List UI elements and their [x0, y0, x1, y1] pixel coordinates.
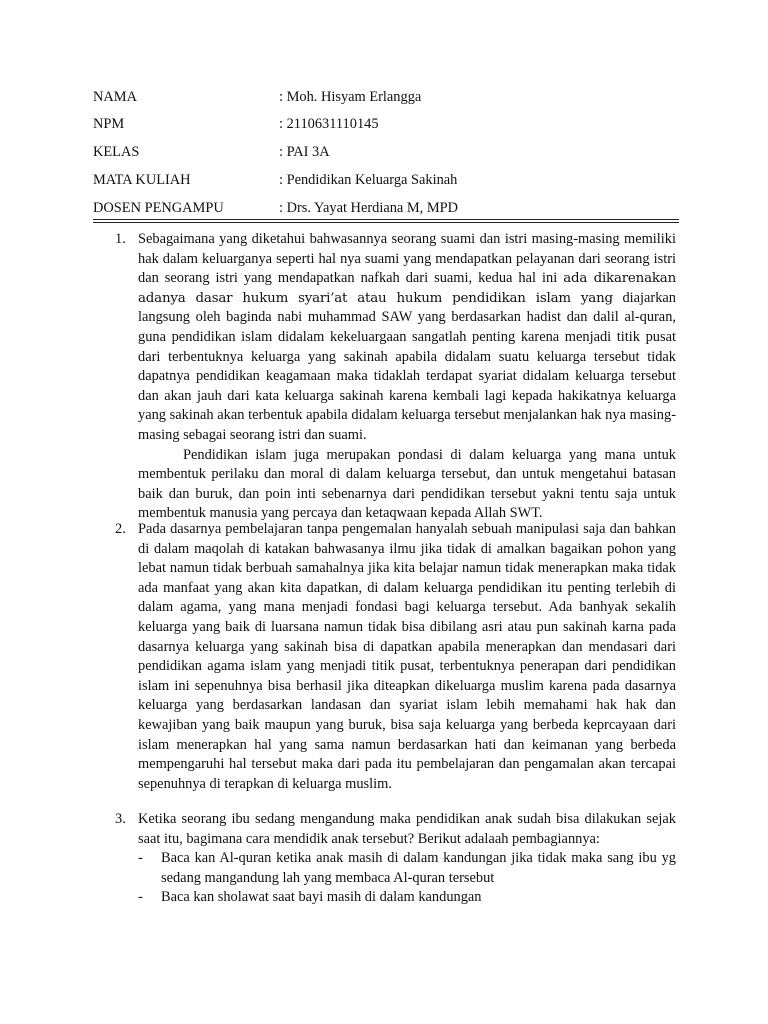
- bullet-dash: -: [138, 850, 143, 867]
- answer-paragraph: Pendidikan islam juga merupakan pondasi di dalam keluarga yang mana untuk membentuk perilaku dan moral di dalam keluarga tersebut, dan untuk mengetahui batasan baik dan buruk, dan poin inti sebenarnya dari pendidikan tersebut yakni tentu saja untuk membentuk manusia yang percaya dan ketaqwaan kepada Allah SWT.: [138, 446, 676, 522]
- list-item-text: Baca kan Al-quran ketika anak masih di dalam kandungan jika tidak maka sang ibu yg sedang mangandung lah yang membaca Al-quran tersebut: [161, 850, 676, 886]
- answer-paragraph: Ketika seorang ibu sedang mengandung maka pendidikan anak sudah bisa dilakukan sejak saat itu, bagimana cara mendidik anak tersebut? Berikut adalaah pembagiannya:: [138, 811, 676, 847]
- header-label: NPM: [93, 116, 125, 132]
- header-value: : Drs. Yayat Herdiana M, MPD: [279, 200, 459, 216]
- header-label: NAMA: [93, 89, 137, 105]
- answer-1: [115, 230, 676, 524]
- answer-number: 2.: [115, 521, 126, 537]
- header-divider-top: [93, 219, 679, 220]
- answer-number: 1.: [115, 231, 126, 247]
- header-value: : Pendidikan Keluarga Sakinah: [279, 172, 458, 188]
- header-value: : 2110631110145: [279, 116, 379, 132]
- answer-text: ada dikarenakan adanya dasar hukum syari’at atau hukum pendidikan islam yang: [138, 271, 676, 306]
- header-value: : Moh. Hisyam Erlangga: [279, 89, 422, 105]
- answer-number: 3.: [115, 811, 126, 827]
- list-item-text: Baca kan sholawat saat bayi masih di dalam kandungan: [161, 889, 482, 906]
- answer-3: [115, 810, 676, 908]
- header-value: : PAI 3A: [279, 144, 330, 160]
- bullet-list: [138, 849, 676, 908]
- answer-text: diajarkan langsung oleh baginda nabi muhammad SAW yang berdasarkan hadist dan dalil al-quran, guna pendidikan islam didalam kekeluargaan sangatlah penting karena menjadi titik pusat dari terbentuknya keluarga yang sakinah apabila didalam suatu keluarga tersebut tidak dapatnya pendidikan keagamaan maka tidaklah terdapat syariat didalam keluarga tersebut dan akan jauh dari kata keluarga sakinah karena kembali lagi kepada hakikatnya keluarga yang sakinah akan terbentuk apabila didalam keluarga tersebut menjalankan hak nya masing-masing sebagai seorang istri dan suami.: [138, 289, 676, 443]
- answer-paragraph: [138, 230, 676, 446]
- list-item: [138, 849, 676, 888]
- bullet-dash: -: [138, 889, 143, 906]
- answer-body: [138, 520, 676, 794]
- header-label: MATA KULIAH: [93, 172, 191, 188]
- list-item: [138, 888, 676, 908]
- answer-paragraph: Pada dasarnya pembelajaran tanpa pengemalan hanyalah sebuah manipulasi saja dan bahkan di dalam maqolah di katakan bahwasanya ilmu jika tidak di amalkan bagaikan pohon yang lebat namun tidak berbuah samahalnya jika kita belajar namun tidak menerapkan maka tidak ada manfaat yang akan kita dapatkan, di dalam keluarga pendidikan itu penting terlebih di dalam agama, yang mana menjadi fondasi bagi keluarga tersebut. Ada banhyak sekalih keluarga yang baik di luarsana namun tidak bisa dibilang asri atau pun sakinah karna pada dasarnya keluarga yang sakinah bisa di dapatkan apabila menerapkan dan mendasari dari pendidikan agama islam yang menjadi titik pusat, terbentuknya penerapan dari pendidikan islam ini sepenuhnya bisa berhasil jika diteapkan dikeluarga muslim karena pada dasarnya keluarga yang berdasarkan landasan dan syariat islam lebih memahami hak hak dan kewajiban yang baik maupun yang buruk, bisa saja keluarga yang berbeda keprcayaan dari islam menerapkan hal yang sama namun berdasarkan hati dan keimanan yang berbeda mempengaruhi hal tersebut maka dari pada itu pembelajaran dan pengamalan akan tercapai sepenuhnya di terapkan di keluarga muslim.: [138, 521, 676, 792]
- header-divider-bottom: [93, 222, 679, 223]
- answer-body: [138, 810, 676, 908]
- answer-body: [138, 230, 676, 524]
- header-label: KELAS: [93, 144, 140, 160]
- answer-text: Sebagaimana yang diketahui bahwasannya seorang suami dan istri masing-masing memiliki hak dalam keluarganya seperti hal nya suami yang mendapatkan pelayanan dari seorang istri dan seorang istri yang mendapatkan nafkah dari suami, kedua hal ini: [138, 231, 676, 287]
- header-label: DOSEN PENGAMPU: [93, 200, 224, 216]
- answer-2: [115, 520, 676, 794]
